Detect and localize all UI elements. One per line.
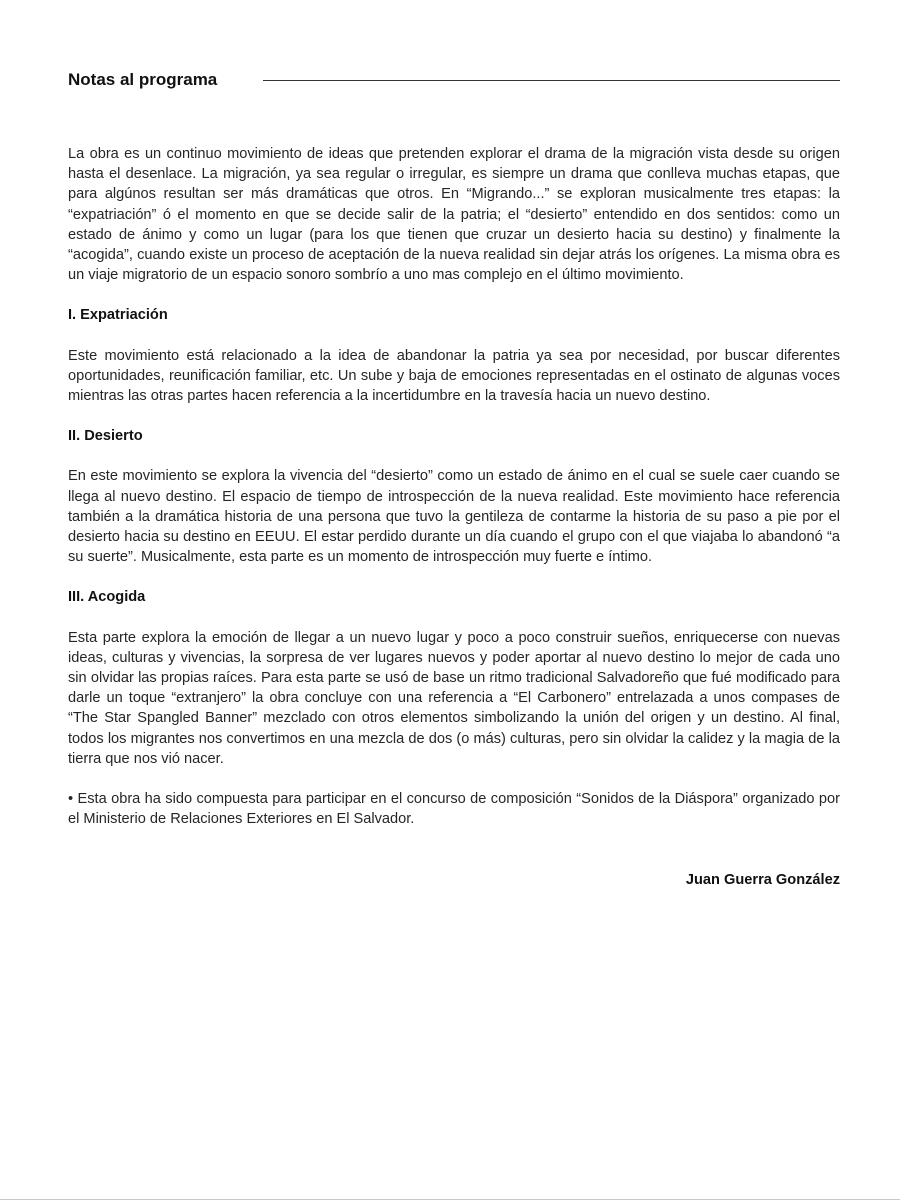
page-title: Notas al programa [68,70,218,89]
document-body [68,144,840,890]
program-notes-page [68,66,840,890]
section-heading-desierto: II. Desierto [68,428,143,445]
intro-paragraph: La obra es un continuo movimiento de ideas que pretenden explorar el drama de la migración vista desde su origen hasta el desenlace. La migración, ya sea regular o irregular, es siempre un drama que conlleva muchas etapas, que para algúnos resultan ser más dramáticas que otros. En “Migrando...” se exploran musicalmente tres etapas: la “expatriación” ó el momento en que se decide salir de la patria; el “desierto” entendido en dos sentidos: como un estado de ánimo y como un lugar (para los que tienen que cruzar un desierto hacia su destino) y finalmente la “acogida”, cuando existe un proceso de aceptación de la nueva realidad sin dejar atrás los orígenes. La misma obra es un viaje migratorio de un espacio sonoro sombrío a uno mas complejo en el último movimiento. [68,146,840,284]
section-text-acogida: Esta parte explora la emoción de llegar a un nuevo lugar y poco a poco construir sueños, enriquecerse con nuevas ideas, culturas y vivencias, la sorpresa de ver lugares nuevos y poder aportar al nuevo destino lo mejor de cada uno sin olvidar las propias raíces. Para esta parte se usó de base un ritmo tradicional Salvadoreño que fué modificado para darle un toque “extranjero” la obra concluye con una referencia a “El Carbonero” entrelazada a unos compases de “The Star Spangled Banner” mezclado con otros elementos simbolizando la unión del origen y un destino. Al final, todos los migrantes nos convertimos en una mezcla de dos (o más) culturas, pero sin olvidar la calidez y la magia de la tierra que nos vió nacer. [68,629,840,767]
section-heading-acogida: III. Acogida [68,589,146,606]
header-rule [263,80,840,81]
footnote: • Esta obra ha sido compuesta para participar en el concurso de composición “Sonidos de la Diáspora” organizado por el Ministerio de Relaciones Exteriores en El Salvador. [68,791,840,828]
section-text-expatriacion: Este movimiento está relacionado a la idea de abandonar la patria ya sea por necesidad, por buscar diferentes oportunidades, reunificación familiar, etc. Un sube y baja de emociones representadas en el ostinato de algunas voces mientras las otras partes hacen referencia a la incertidumbre en la travesía hacia un nuevo destino. [68,347,840,405]
section-heading-expatriacion: I. Expatriación [68,307,168,324]
page-header [68,66,840,94]
author-signature: Juan Guerra González [685,872,840,889]
section-text-desierto: En este movimiento se explora la vivencia del “desierto” como un estado de ánimo en el cual se suele caer cuando se llega al nuevo destino. El espacio de tiempo de introspección de la nueva realidad. Este movimiento hace referencia también a la dramática historia de una persona que tuvo la gentileza de contarme la historia de su paso a pie por el desierto hacia su destino en EEUU. El estar perdido durante un día cuando el grupo con el que viajaba lo abandonó “a su suerte”. Musicalmente, esta parte es un momento de introspección muy fuerte e íntimo. [68,468,840,566]
